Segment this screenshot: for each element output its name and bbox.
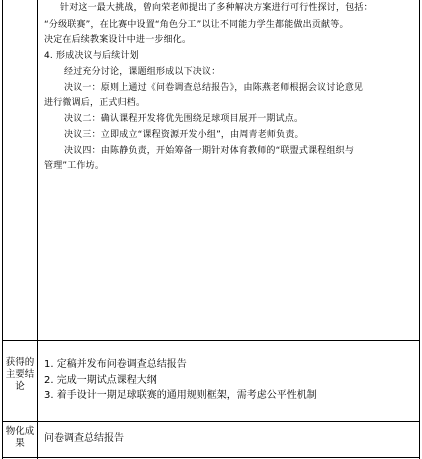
text-line: 针对这一最大挑战，曾向荣老师提出了多种解决方案进行可行性探讨，包括： <box>60 3 373 13</box>
resolution-2: 决议二：确认课程开发将优先围绕足球项目展开一期试点。 <box>64 114 304 124</box>
table-border-bottom <box>2 457 420 458</box>
text-line: 进行微调后，正式归档。 <box>44 98 146 108</box>
results-label: 物化成果 <box>5 426 35 449</box>
conclusion-item: 1. 定稿并发布问卷调查总结报告 <box>44 359 187 370</box>
column-divider <box>37 0 38 459</box>
conclusion-item: 3. 着手设计一期足球联赛的通用规则框架，需考虑公平性机制 <box>44 390 317 401</box>
row-divider-2 <box>2 421 420 422</box>
table-border-left <box>2 0 3 459</box>
text-line: 管理”工作坊。 <box>44 161 105 171</box>
conclusions-label: 获得的主要结论 <box>5 357 35 392</box>
row-divider-1 <box>2 340 420 341</box>
section-heading: 4. 形成决议与后续计划 <box>44 51 139 61</box>
text-line: 决定在后续教案设计中进一步细化。 <box>44 35 192 45</box>
conclusion-item: 2. 完成一期试点课程大纲 <box>44 375 157 386</box>
results-value: 问卷调查总结报告 <box>44 433 124 444</box>
table-border-right <box>419 0 420 459</box>
resolution-3: 决议三：立即成立“课程资源开发小组”，由周青老师负责。 <box>64 130 304 140</box>
text-line: “分级联赛”，在比赛中设置“角色分工”以让不同能力学生都能做出贡献等。 <box>44 20 349 30</box>
resolution-4: 决议四：由陈静负责，开始筹备一期针对体育教师的“联盟式课程组织与 <box>64 146 355 156</box>
text-line: 经过充分讨论，课题组形成以下决议： <box>64 67 221 77</box>
resolution-1: 决议一：原则上通过《问卷调查总结报告》，由陈燕老师根据会议讨论意见 <box>64 83 364 93</box>
